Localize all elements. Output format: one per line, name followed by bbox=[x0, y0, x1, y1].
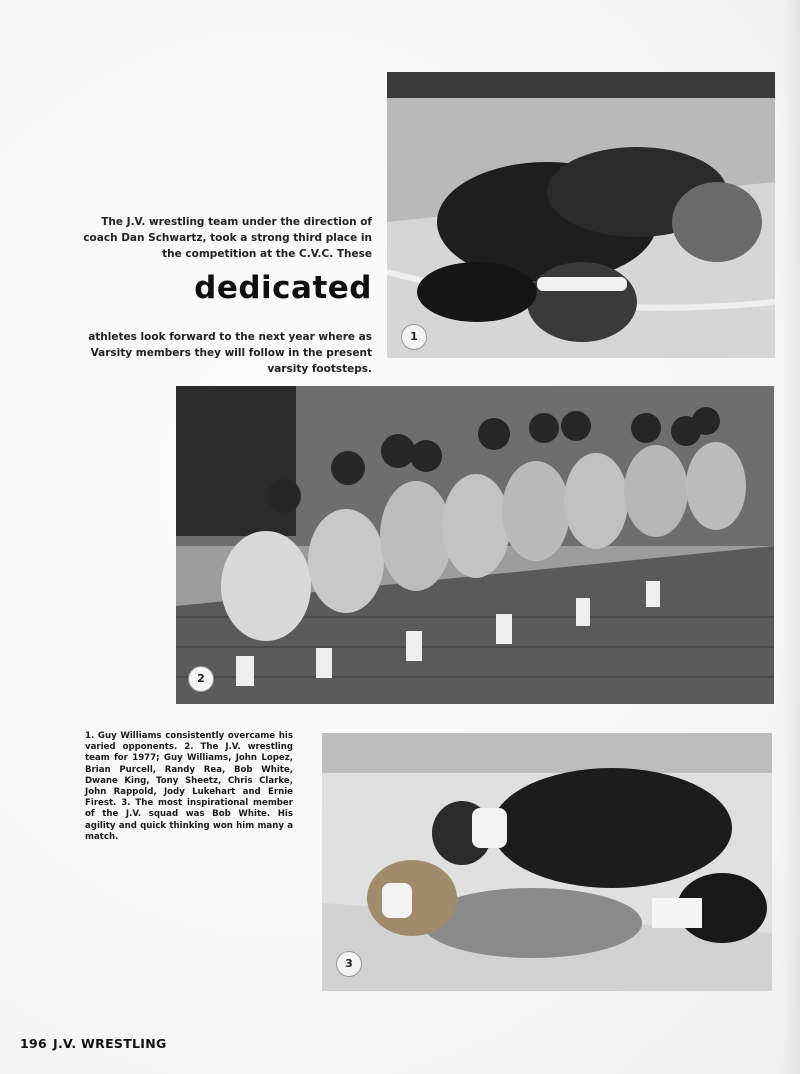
photo-2-number-badge: 2 bbox=[188, 666, 214, 692]
photo-caption: 1. Guy Williams consistently overcame his varied opponents. 2. The J.V. wrestling team for 1977; Guy Williams, John Lopez, Brian Purcell, Randy Rea, Bob White, Dwane King, Tony Sheetz, Chris Clarke, John Rappold, Jody Lukehart and Ernie Firest. 3. The most inspirational member of the J.V. squad was Bob White. His agility and quick thinking won him many a match. bbox=[85, 731, 293, 842]
photo-2-image bbox=[176, 386, 774, 704]
photo-3-number-badge: 3 bbox=[336, 951, 362, 977]
page-edge-shadow bbox=[782, 0, 800, 1074]
intro-continuation-text: athletes look forward to the next year where as Varsity members they will follow in the present varsity footsteps. bbox=[88, 330, 372, 375]
intro-continuation bbox=[82, 318, 372, 387]
photo-1 bbox=[387, 72, 775, 358]
section-title: J.V. WRESTLING bbox=[53, 1036, 167, 1051]
photo-3 bbox=[322, 733, 772, 991]
headline: dedicated bbox=[194, 270, 372, 306]
photo-1-number-badge: 1 bbox=[401, 324, 427, 350]
intro-lead bbox=[82, 214, 372, 262]
page-number: 196 bbox=[20, 1036, 47, 1051]
intro-lead-text: The J.V. wrestling team under the direction of coach Dan Schwartz, took a strong third place in the competition at the C.V.C. These bbox=[83, 216, 372, 260]
photo-2 bbox=[176, 386, 774, 704]
photo-3-image bbox=[322, 733, 772, 991]
photo-1-image bbox=[387, 72, 775, 358]
page-folio bbox=[20, 1036, 167, 1051]
